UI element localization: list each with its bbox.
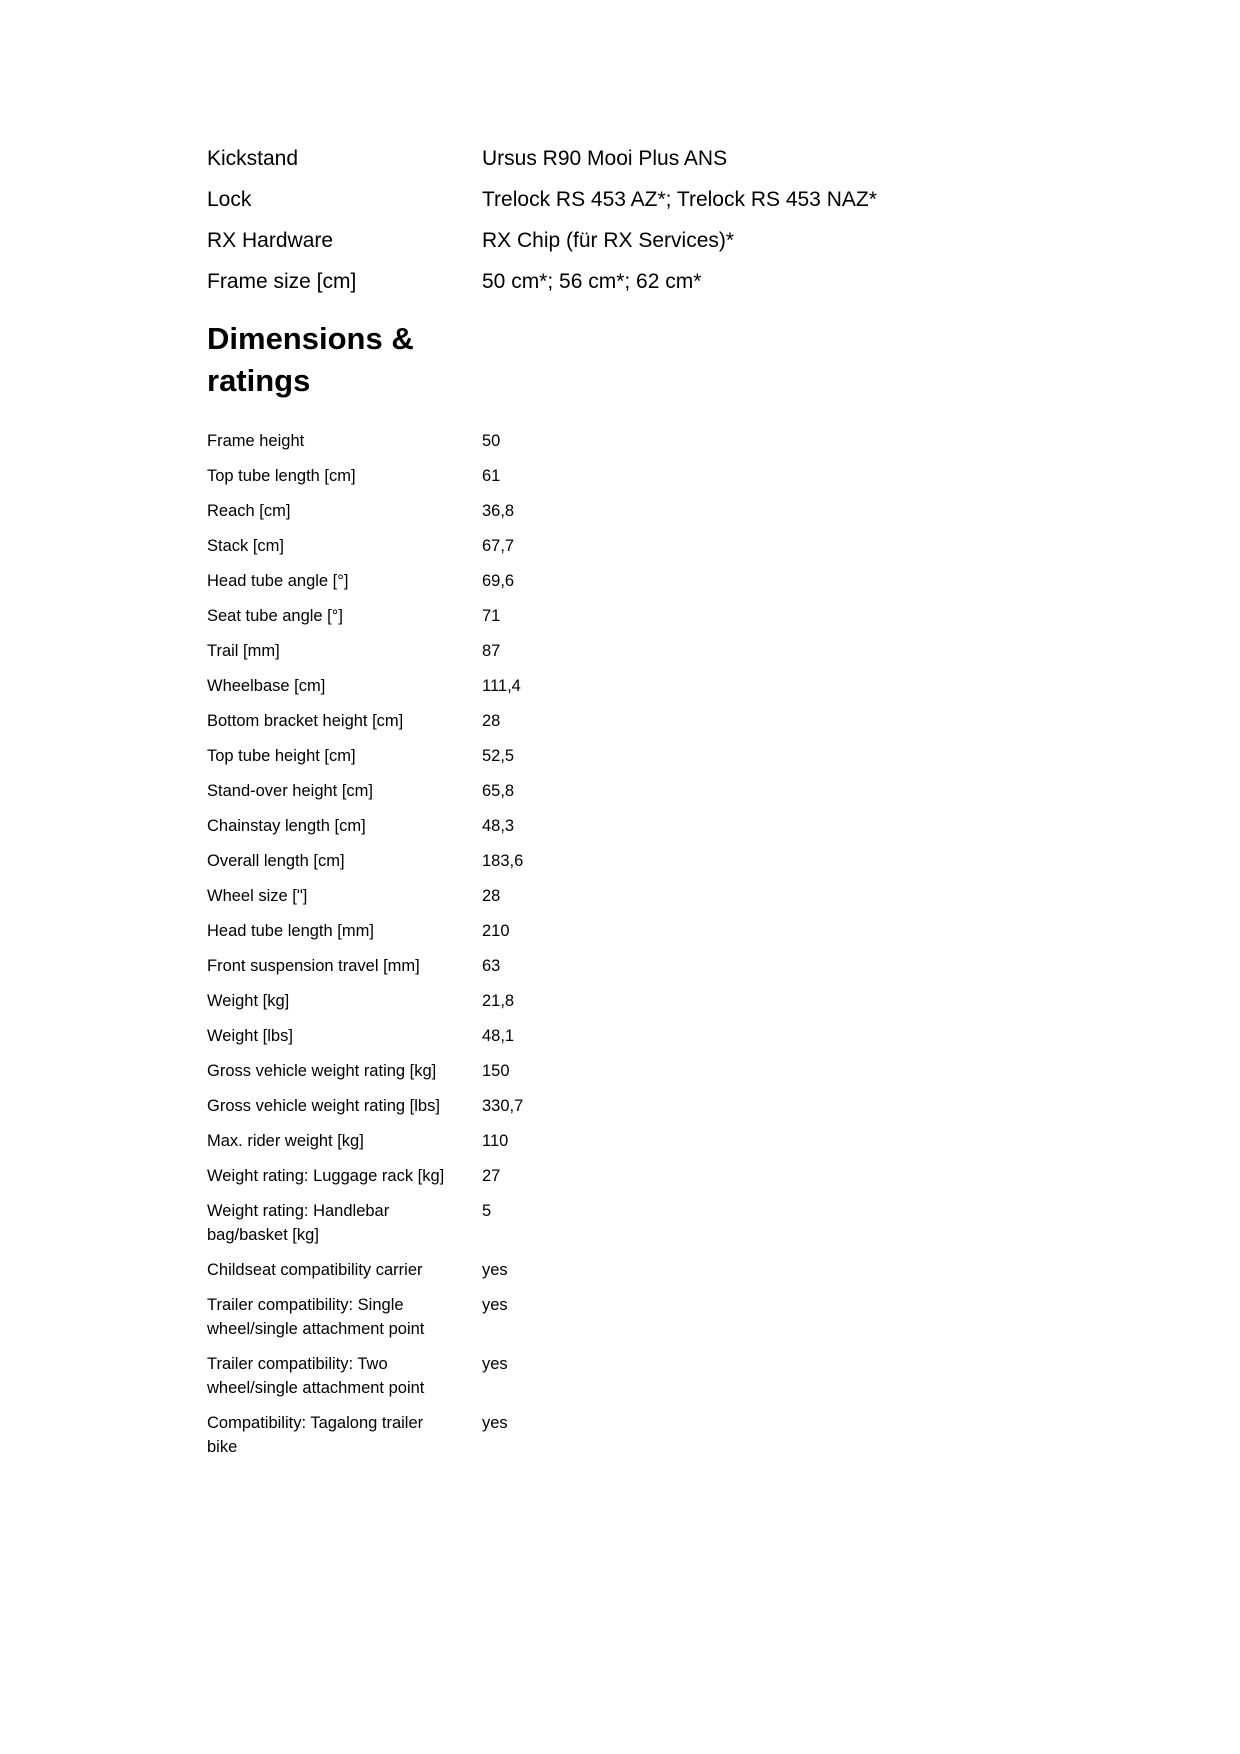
dimension-value: 110 xyxy=(482,1132,509,1150)
spec-row-rx-hardware xyxy=(207,228,1027,269)
dimension-row xyxy=(207,919,1027,943)
dimension-label: Front suspension travel [mm] xyxy=(207,957,420,975)
spec-value: Ursus R90 Mooi Plus ANS xyxy=(482,147,728,170)
dimension-row xyxy=(207,1258,1027,1282)
dimension-value: yes xyxy=(482,1296,508,1314)
dimension-value: 27 xyxy=(482,1167,501,1185)
dimension-label: Chainstay length [cm] xyxy=(207,817,366,835)
dimension-row xyxy=(207,814,1027,838)
dimension-row xyxy=(207,464,1027,488)
dimension-label: Trailer compatibility: Two wheel/single attachment point xyxy=(207,1355,425,1397)
dimension-row xyxy=(207,1059,1027,1083)
dimension-value: 65,8 xyxy=(482,782,515,800)
dimension-row xyxy=(207,1411,1027,1459)
dimension-label: Childseat compatibility carrier xyxy=(207,1261,423,1279)
spec-value: RX Chip (für RX Services)* xyxy=(482,229,735,252)
dimension-value: 63 xyxy=(482,957,501,975)
spec-row-kickstand xyxy=(207,146,1027,187)
spec-row-frame-size xyxy=(207,269,1027,310)
dimension-label: Gross vehicle weight rating [kg] xyxy=(207,1062,437,1080)
dimension-value: 183,6 xyxy=(482,852,524,870)
dimension-label: Gross vehicle weight rating [lbs] xyxy=(207,1097,440,1115)
dimension-value: 48,3 xyxy=(482,817,515,835)
dimension-value: 50 xyxy=(482,432,501,450)
dimension-value: 111,4 xyxy=(482,677,521,695)
dimension-label: Max. rider weight [kg] xyxy=(207,1132,364,1150)
dimension-row xyxy=(207,1129,1027,1153)
spec-sheet-page xyxy=(207,146,1027,1456)
dimension-value: 71 xyxy=(482,607,501,625)
section-heading: Dimensions & ratings xyxy=(207,321,414,398)
dimension-value: 330,7 xyxy=(482,1097,524,1115)
dimension-row xyxy=(207,499,1027,523)
spec-label: Kickstand xyxy=(207,147,299,170)
spec-value: Trelock RS 453 AZ*; Trelock RS 453 NAZ* xyxy=(482,188,877,211)
dimension-value: 67,7 xyxy=(482,537,515,555)
dimension-row xyxy=(207,604,1027,628)
dimension-row xyxy=(207,1199,1027,1247)
dimension-label: Trail [mm] xyxy=(207,642,280,660)
dimension-value: 36,8 xyxy=(482,502,515,520)
dimension-value: yes xyxy=(482,1355,508,1373)
spec-label: Frame size [cm] xyxy=(207,270,357,293)
dimension-value: 28 xyxy=(482,887,501,905)
dimension-value: yes xyxy=(482,1414,508,1432)
dimension-label: Trailer compatibility: Single wheel/single attachment point xyxy=(207,1296,425,1338)
dimension-value: 21,8 xyxy=(482,992,515,1010)
spec-value: 50 cm*; 56 cm*; 62 cm* xyxy=(482,270,702,293)
dimension-label: Stack [cm] xyxy=(207,537,285,555)
dimension-label: Head tube angle [°] xyxy=(207,572,349,590)
dimension-value: 150 xyxy=(482,1062,510,1080)
dimension-label: Weight [kg] xyxy=(207,992,290,1010)
dimensions-table xyxy=(207,429,1027,1470)
dimension-label: Weight rating: Luggage rack [kg] xyxy=(207,1167,445,1185)
dimension-row xyxy=(207,534,1027,558)
dimension-row xyxy=(207,1352,1027,1400)
dimension-row xyxy=(207,1164,1027,1188)
dimension-label: Overall length [cm] xyxy=(207,852,345,870)
dimension-value: yes xyxy=(482,1261,508,1279)
dimension-label: Reach [cm] xyxy=(207,502,291,520)
dimension-value: 87 xyxy=(482,642,501,660)
dimension-label: Wheel size ["] xyxy=(207,887,308,905)
dimension-row xyxy=(207,744,1027,768)
spec-row-lock xyxy=(207,187,1027,228)
spec-label: Lock xyxy=(207,188,252,211)
dimension-value: 48,1 xyxy=(482,1027,515,1045)
dimension-row xyxy=(207,884,1027,908)
dimension-row xyxy=(207,1094,1027,1118)
dimension-label: Bottom bracket height [cm] xyxy=(207,712,404,730)
dimension-label: Wheelbase [cm] xyxy=(207,677,326,695)
dimension-row xyxy=(207,954,1027,978)
dimension-label: Seat tube angle [°] xyxy=(207,607,343,625)
dimension-label: Head tube length [mm] xyxy=(207,922,374,940)
dimension-label: Frame height xyxy=(207,432,305,450)
dimension-row xyxy=(207,569,1027,593)
dimension-value: 210 xyxy=(482,922,510,940)
dimension-row xyxy=(207,1024,1027,1048)
dimension-row xyxy=(207,989,1027,1013)
dimension-value: 28 xyxy=(482,712,501,730)
dimension-row xyxy=(207,779,1027,803)
dimension-row xyxy=(207,674,1027,698)
dimension-label: Top tube length [cm] xyxy=(207,467,356,485)
dimension-value: 69,6 xyxy=(482,572,515,590)
dimension-value: 52,5 xyxy=(482,747,515,765)
dimension-label: Stand-over height [cm] xyxy=(207,782,373,800)
dimension-row xyxy=(207,429,1027,453)
dimension-row xyxy=(207,709,1027,733)
dimension-value: 5 xyxy=(482,1202,492,1220)
component-spec-table xyxy=(207,146,1027,310)
dimension-value: 61 xyxy=(482,467,501,485)
dimension-label: Weight rating: Handlebar bag/basket [kg] xyxy=(207,1202,390,1244)
dimension-row xyxy=(207,1293,1027,1341)
dimension-label: Compatibility: Tagalong trailer bike xyxy=(207,1414,424,1456)
dimension-label: Top tube height [cm] xyxy=(207,747,356,765)
spec-label: RX Hardware xyxy=(207,229,334,252)
dimension-row xyxy=(207,849,1027,873)
dimension-label: Weight [lbs] xyxy=(207,1027,293,1045)
dimension-row xyxy=(207,639,1027,663)
